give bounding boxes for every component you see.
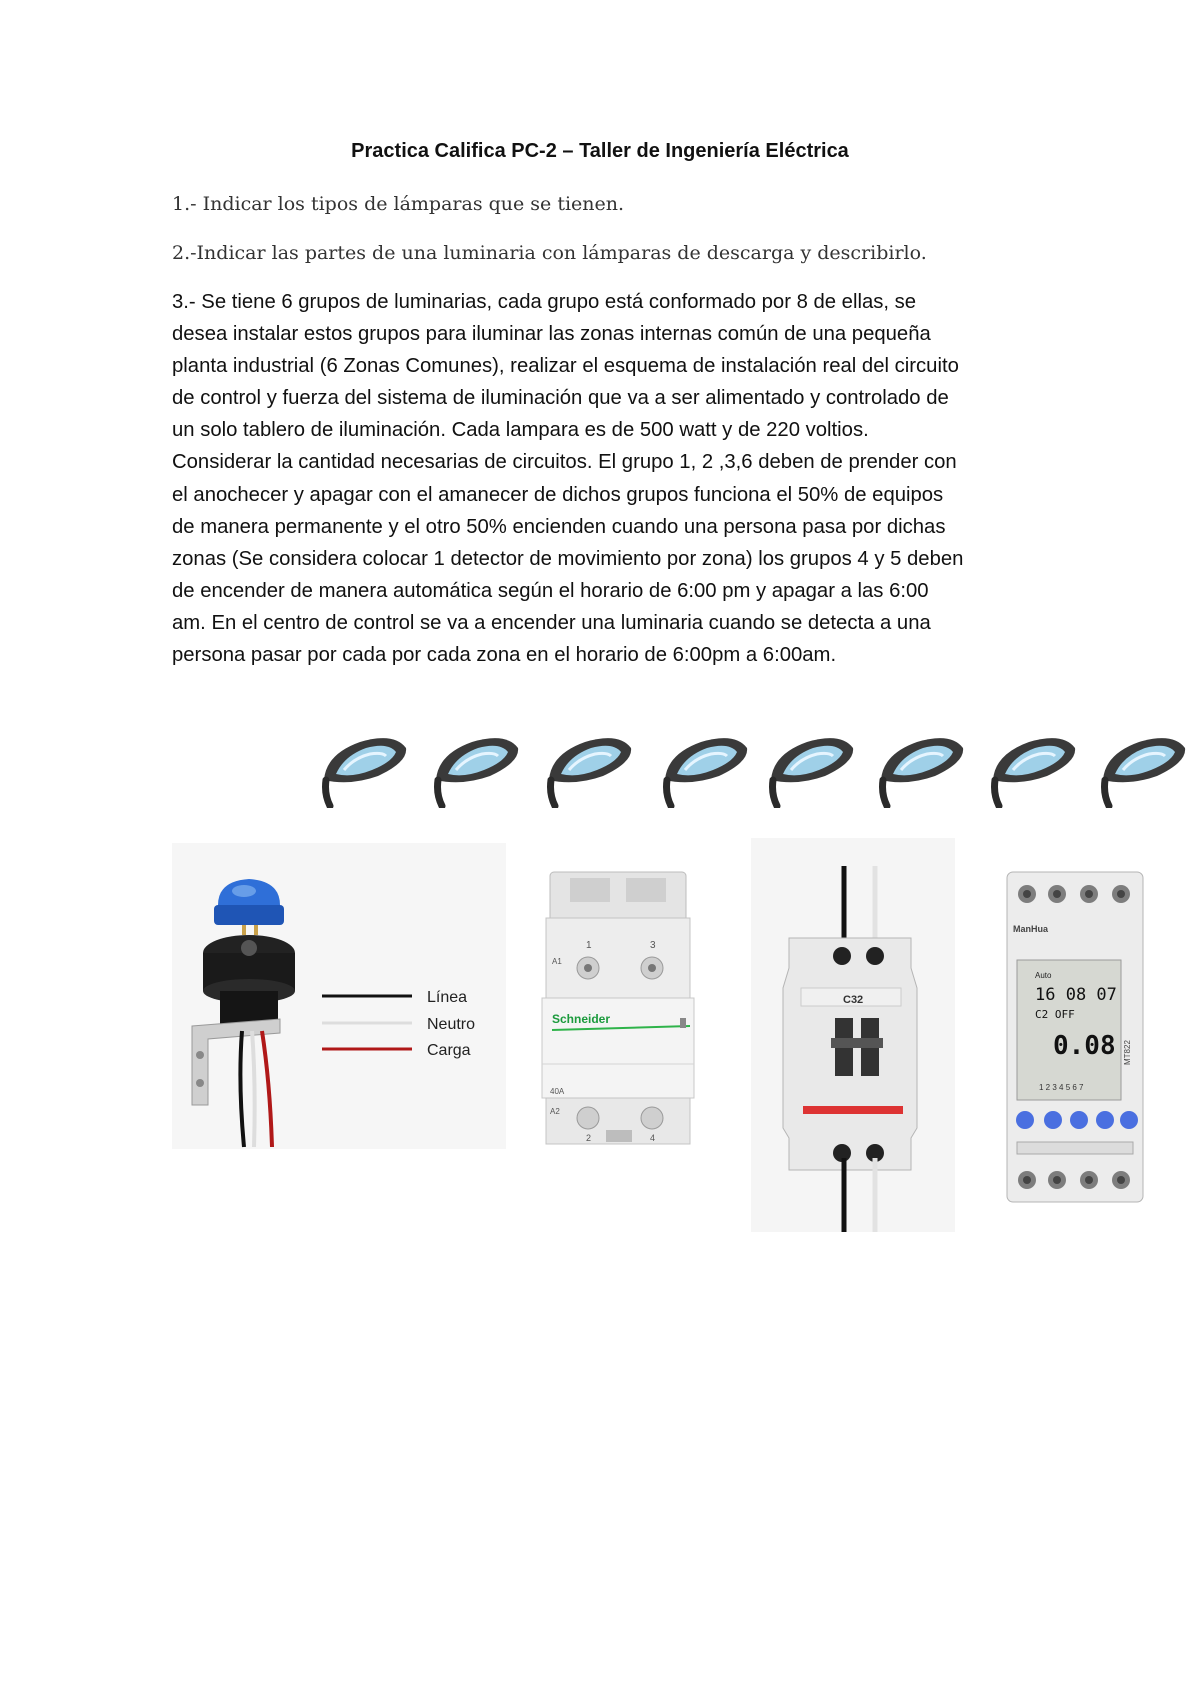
street-lamp-icon — [657, 728, 751, 808]
timer-prog-display: C2 OFF — [1035, 1008, 1075, 1021]
rating-label: 40A — [550, 1087, 565, 1096]
timer-panel — [1005, 870, 1145, 1206]
street-lamp-icon — [428, 728, 522, 808]
street-lamp-icon — [541, 728, 635, 808]
question-3-line: el anochecer y apagar con el amanecer de dichos grupos funciona el 50% de equipos — [172, 483, 944, 506]
question-3-line: 3.- Se tiene 6 grupos de luminarias, cada grupo está conformado por 8 de ellas, se — [172, 291, 917, 313]
street-lamp-icon — [316, 728, 410, 808]
question-3-line: un solo tablero de iluminación. Cada lampara es de 500 watt y de 220 voltios. — [172, 419, 869, 442]
timer-model-label: MT822 — [1123, 1040, 1132, 1065]
question-3-line: de manera permanente y el otro 50% encienden cuando una persona pasa por dichas — [172, 515, 946, 538]
question-3-line: am. En el centro de control se va a encender una luminaria cuando se detecta a una — [172, 611, 931, 634]
terminal-1-label: 1 — [586, 940, 592, 951]
question-3-line: Considerar la cantidad necesarias de circuitos. El grupo 1, 2 ,3,6 deben de prender con — [172, 451, 957, 474]
timer-days-label: 1 2 3 4 5 6 7 — [1039, 1083, 1084, 1092]
question-3-line: zonas (Se considera colocar 1 detector de movimiento por zona) los grupos 4 y 5 deben — [172, 547, 964, 570]
coil-a1-label: A1 — [552, 957, 562, 966]
timer-mode-label: Auto — [1035, 971, 1052, 980]
timer-brand-label: ManHua — [1013, 924, 1049, 934]
carga-label: Carga — [427, 1042, 471, 1059]
question-3-line: persona pasar por cada por cada zona en el horario de 6:00pm a 6:00am. — [172, 644, 837, 667]
street-lamp-icon — [873, 728, 967, 808]
question-3-line: desea instalar estos grupos para iluminar las zonas internas común de una pequeña — [172, 323, 931, 346]
street-lamp-icon — [1095, 728, 1189, 808]
question-3-line: de control y fuerza del sistema de iluminación que va a ser alimentado y controlado de — [172, 387, 949, 410]
timer-date-display: 16 08 07 — [1035, 985, 1117, 1005]
digital-timer-icon — [1007, 872, 1143, 1202]
question-2: 2.-Indicar las partes de una luminaria con lámparas de descarga y describirlo. — [172, 242, 927, 264]
timer-time-display: 0.08 — [1053, 1031, 1116, 1061]
question-3-line: planta industrial (6 Zonas Comunes), realizar el esquema de instalación real del circuito — [172, 355, 959, 378]
breaker-panel — [751, 838, 955, 1232]
street-lamp-icon — [763, 728, 857, 808]
question-3 — [172, 286, 1052, 671]
breaker-rating-label: C32 — [843, 994, 864, 1006]
schneider-logo-text: Schneider — [552, 1012, 611, 1026]
question-1: 1.- Indicar los tipos de lámparas que se tienen. — [172, 193, 625, 215]
question-3-line: de encender de manera automática según el horario de 6:00 pm y apagar a las 6:00 — [172, 579, 929, 602]
terminal-2-label: 2 — [586, 1133, 592, 1143]
coil-a2-label: A2 — [550, 1107, 560, 1116]
document-title: Practica Califica PC-2 – Taller de Ingeniería Eléctrica — [351, 140, 849, 162]
street-lamp-icon — [985, 728, 1079, 808]
neutro-label: Neutro — [427, 1016, 476, 1033]
linea-label: Línea — [427, 989, 468, 1006]
terminal-3-label: 3 — [650, 940, 656, 951]
contactor-icon — [542, 872, 694, 1144]
contactor-panel — [540, 868, 696, 1148]
terminal-4-label: 4 — [650, 1133, 656, 1143]
photocell-panel — [172, 843, 506, 1149]
